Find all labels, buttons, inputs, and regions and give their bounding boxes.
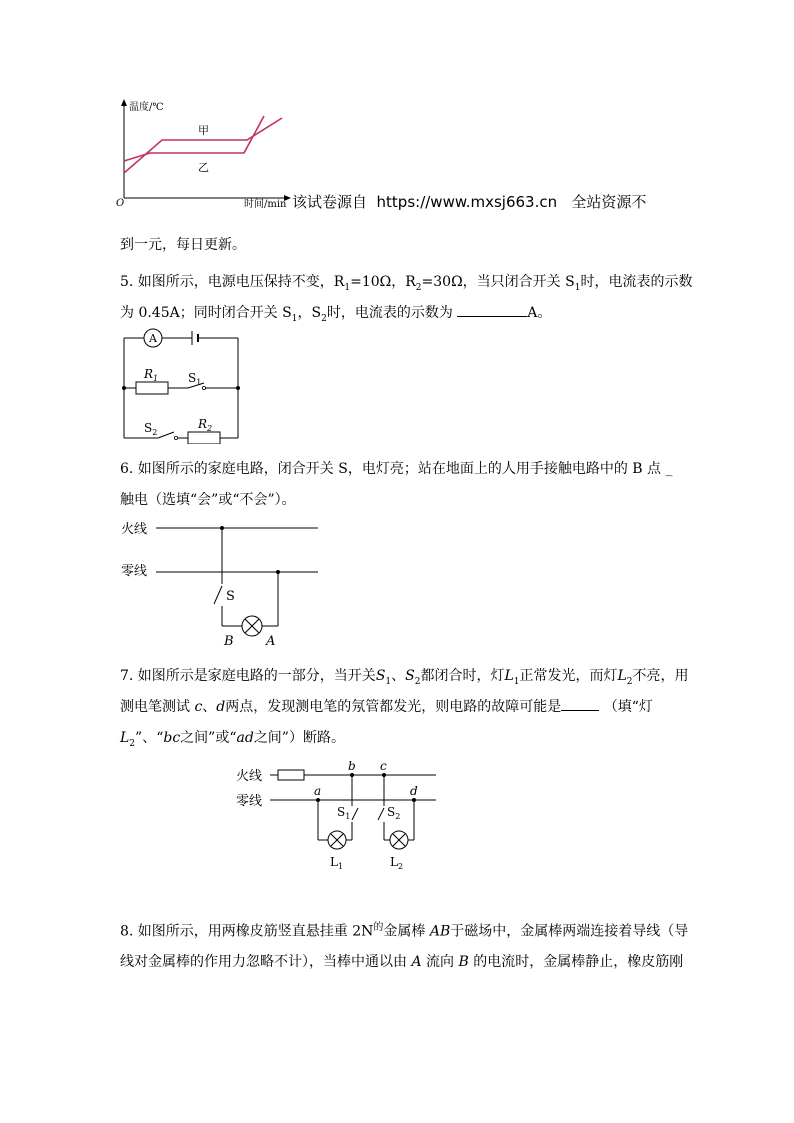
q5-answer-blank[interactable] [457, 304, 527, 317]
q6-circuit-diagram [118, 514, 324, 648]
q7-answer-blank[interactable] [561, 698, 599, 711]
svg-text:S1: $S_1$ [337, 805, 351, 821]
point-c: c [380, 759, 387, 773]
q5-line-1: 5. 如图所示，电源电压保持不变，$R_1=10\Omega$，$R_2=30\Omega$，当只闭合开关 $S_1$时，电流表的示数 [120, 274, 693, 293]
resistor-r2 [188, 432, 220, 444]
svg-text:L1: $L_1$ [330, 855, 344, 871]
point-b: b [348, 759, 356, 773]
x-axis-label: 时间/min [244, 199, 287, 210]
y-axis-arrow [121, 99, 127, 106]
origin-label: O [116, 198, 125, 209]
switch-s1 [352, 808, 358, 820]
switch-s [214, 586, 222, 604]
svg-text:R2: $R_2$ [198, 417, 213, 433]
curve-yi [124, 116, 264, 161]
q7-line-3: $L_2$”、“bc之间”或“ad之间”）断路。 [120, 730, 345, 749]
q5-line-2: 为 0.45A；同时闭合开关 $S_1$，$S_2$时，电流表的示数为 A。 [120, 305, 552, 324]
live-wire-label: 火线 [236, 769, 263, 784]
q7-circuit-diagram [234, 758, 440, 872]
point-a: a [314, 784, 322, 798]
watermark-line-2: 到一元，每日更新。 [120, 237, 246, 253]
q6-line-2: 触电（选填“会”或“不会”）。 [120, 492, 296, 508]
q8-line-2: 线对金属棒的作用力忽略不计），当棒中通以由 A 流向 B 的电流时，金属棒静止，橡皮筋刚 [120, 954, 684, 970]
temperature-time-graph [112, 98, 292, 210]
neutral-wire-label: 零线 [121, 564, 148, 579]
neutral-wire-label: 零线 [236, 794, 263, 809]
q7-line-2: 测电笔测试 c、d两点，发现测电笔的氖管都发光，则电路的故障可能是 （填“灯 [120, 699, 653, 715]
point-d: d [410, 784, 418, 798]
q6-line-1: 6. 如图所示的家庭电路，闭合开关 S，电灯亮；站在地面上的人用手接触电路中的 B 点 _ [120, 461, 673, 477]
curve-jia-label: 甲 [198, 124, 209, 137]
svg-text:S1: $S_1$ [188, 371, 202, 387]
live-wire-label: 火线 [121, 522, 148, 537]
point-b-label: B [224, 634, 234, 648]
svg-text:L2: $L_2$ [390, 855, 404, 871]
watermark-line-1: 该试卷源自 https://www.mxsj663.cn 全站资源不 [292, 193, 647, 211]
q7-line-1: 7. 如图所示是家庭电路的一部分，当开关$S_1$、$S_2$都闭合时，灯$L_1$正常发光，而灯$L_2$不亮，用 [120, 668, 689, 687]
switch-s2 [378, 808, 384, 820]
svg-text:S: S [226, 589, 235, 604]
q8-line-1: 8. 如图所示，用两橡皮筋竖直悬挂重 $2N^的$金属棒 AB于磁场中，金属棒两端连接着导线（导 [120, 922, 689, 940]
y-axis-label: 温度/℃ [129, 102, 164, 113]
switch-s2 [158, 432, 174, 438]
curve-yi-label: 乙 [198, 161, 209, 174]
resistor-r1 [136, 382, 168, 394]
svg-text:R1: $R_1$ [144, 367, 159, 383]
svg-text:S2: $S_2$ [144, 421, 158, 437]
svg-text:S2: $S_2$ [387, 805, 401, 821]
q5-circuit-diagram [118, 326, 246, 444]
fuse [278, 770, 304, 780]
svg-text:A: A [149, 332, 157, 345]
point-a-label: A [266, 634, 276, 648]
